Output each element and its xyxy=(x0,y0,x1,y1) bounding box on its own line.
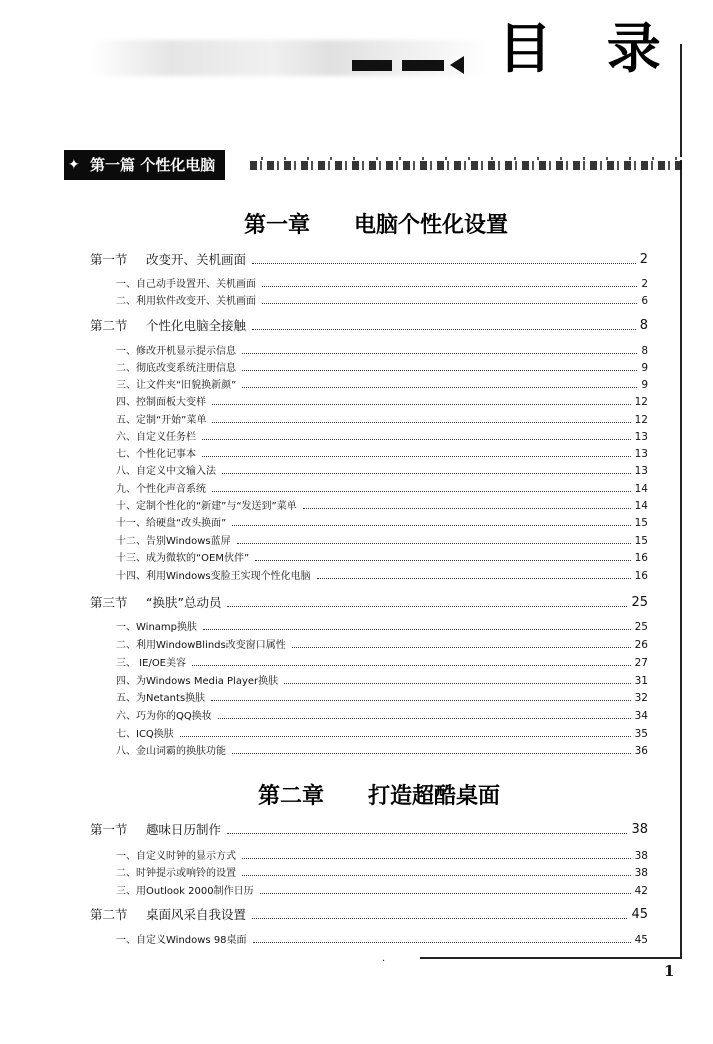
toc-item-row[interactable] xyxy=(116,885,648,898)
page-ref: 38 xyxy=(631,822,648,837)
item-title: 二、利用WindowBlinds改变窗口属性 xyxy=(116,640,286,651)
toc-item-row[interactable] xyxy=(116,934,648,947)
item-title: 三、 IE/OE美容 xyxy=(116,658,187,669)
section-label: 第二节 xyxy=(90,318,128,333)
dot-leader xyxy=(317,578,631,579)
chapter-title: 打造超酷桌面 xyxy=(368,783,501,809)
page-ref: 25 xyxy=(631,595,648,610)
section-title: 个性化电脑全接触 xyxy=(146,318,247,333)
chapter-heading xyxy=(244,208,508,239)
page-ref: 8 xyxy=(639,318,648,333)
page-ref: 14 xyxy=(634,483,648,495)
dot-leader xyxy=(203,629,631,630)
sparkle-icon: ✦ xyxy=(68,157,80,173)
item-title: 十三、成为微软的“OEM伙伴” xyxy=(116,553,250,564)
item-title: 二、利用软件改变开、关机画面 xyxy=(116,296,256,307)
section-label: 第一节 xyxy=(90,822,128,837)
dot-leader xyxy=(180,736,631,737)
section-title: 改变开、关机画面 xyxy=(146,252,247,267)
toc-item-row[interactable] xyxy=(116,517,648,530)
chapter-number: 第一章 xyxy=(244,212,311,238)
page-ref: 13 xyxy=(634,465,648,477)
page-ref: 26 xyxy=(634,639,648,651)
dot-leader xyxy=(253,942,631,943)
item-title: 一、自定义Windows 98桌面 xyxy=(116,935,247,946)
page-ref: 35 xyxy=(634,728,648,740)
dot-leader xyxy=(260,893,631,894)
toc-item-row[interactable] xyxy=(116,483,648,496)
part-banner xyxy=(64,150,225,180)
page-ref: 16 xyxy=(634,570,648,582)
dot-leader xyxy=(212,491,631,492)
dot-leader xyxy=(242,353,637,354)
dot-leader xyxy=(242,387,637,388)
bottom-border-rule xyxy=(420,957,682,959)
page-ref: 13 xyxy=(634,431,648,443)
dot-leader xyxy=(212,404,631,405)
page-ref: 16 xyxy=(634,552,648,564)
toc-section-row[interactable] xyxy=(90,595,648,611)
item-title: 一、自定义时钟的显示方式 xyxy=(116,851,236,862)
item-title: 十、定制个性化的“新建”与“发送到”菜单 xyxy=(116,501,297,512)
dot-leader xyxy=(252,918,627,919)
chapter-heading xyxy=(258,779,500,810)
dot-leader xyxy=(192,665,631,666)
dot-leader xyxy=(242,858,631,859)
toc-item-row[interactable] xyxy=(116,295,648,308)
dot-leader xyxy=(262,303,637,304)
page-title: 目 录 xyxy=(498,16,679,80)
page-ref: 2 xyxy=(639,252,648,267)
dot-leader xyxy=(212,422,630,423)
dot-leader xyxy=(255,560,630,561)
dot-leader xyxy=(262,286,637,287)
dot-leader xyxy=(292,647,631,648)
item-title: 八、自定义中文输入法 xyxy=(116,466,216,477)
item-title: 五、为Netants换肤 xyxy=(116,693,206,704)
section-label: 第三节 xyxy=(90,595,128,610)
toc-item-row[interactable] xyxy=(116,396,648,409)
toc-item-row[interactable] xyxy=(116,657,648,670)
page-ref: 45 xyxy=(634,934,648,946)
toc-item-row[interactable] xyxy=(116,414,648,427)
toc-section-row[interactable] xyxy=(90,907,648,923)
toc-item-row[interactable] xyxy=(116,500,648,513)
section-title: 桌面风采自我设置 xyxy=(146,907,247,922)
page-ref: 14 xyxy=(634,500,648,512)
toc-item-row[interactable] xyxy=(116,692,648,705)
dot-leader xyxy=(303,508,631,509)
chapter-number: 第二章 xyxy=(258,783,325,809)
page-ref: 12 xyxy=(634,414,648,426)
toc-item-row[interactable] xyxy=(116,639,648,652)
item-title: 四、为Windows Media Player换肤 xyxy=(116,676,279,687)
toc-item-row[interactable] xyxy=(116,465,648,478)
page-ref: 12 xyxy=(634,396,648,408)
page-ref: 34 xyxy=(634,710,648,722)
page-ref: 9 xyxy=(641,379,648,391)
dot-leader xyxy=(227,606,627,607)
dot-leader xyxy=(211,700,630,701)
dot-leader xyxy=(227,833,627,834)
item-title: 六、巧为你的QQ换妆 xyxy=(116,711,212,722)
header-bar-block xyxy=(402,60,444,71)
dot-leader xyxy=(252,329,636,330)
item-title: 一、Winamp换肤 xyxy=(116,622,198,633)
page-ref: 32 xyxy=(634,692,648,704)
dot-leader xyxy=(202,456,631,457)
toc-item-row[interactable] xyxy=(116,745,648,758)
page-ref: 8 xyxy=(641,345,648,357)
item-title: 九、个性化声音系统 xyxy=(116,484,206,495)
dot-leader xyxy=(202,439,631,440)
item-title: 七、个性化记事本 xyxy=(116,449,196,460)
decorative-band xyxy=(250,161,682,170)
dot-leader xyxy=(252,263,636,264)
page-ref: 45 xyxy=(631,907,648,922)
toc-item-row[interactable] xyxy=(116,867,648,880)
page-ref: 27 xyxy=(634,657,648,669)
item-title: 十一、给硬盘“改头换面” xyxy=(116,518,227,529)
section-label: 第二节 xyxy=(90,907,128,922)
item-title: 二、彻底改变系统注册信息 xyxy=(116,363,236,374)
toc-item-row[interactable] xyxy=(116,379,648,392)
toc-item-row[interactable] xyxy=(116,362,648,375)
dot-leader xyxy=(242,875,631,876)
dot-leader xyxy=(237,543,631,544)
item-title: 八、金山词霸的换肤功能 xyxy=(116,746,226,757)
dot-leader xyxy=(218,718,631,719)
right-border-rule xyxy=(680,44,682,958)
page-ref: 31 xyxy=(634,675,648,687)
page-ref: 38 xyxy=(634,867,648,879)
toc-item-row[interactable] xyxy=(116,570,648,583)
toc-section-row[interactable] xyxy=(90,318,648,334)
chapter-title: 电脑个性化设置 xyxy=(354,212,509,238)
section-title: “换肤”总动员 xyxy=(146,595,222,610)
page-ref: 36 xyxy=(634,745,648,757)
item-title: 十四、利用Windows变脸王实现个性化电脑 xyxy=(116,571,311,582)
page-ref: 13 xyxy=(634,448,648,460)
toc-item-row[interactable] xyxy=(116,675,648,688)
item-title: 六、自定义任务栏 xyxy=(116,432,196,443)
header-arrow-icon xyxy=(450,56,464,74)
section-title: 趣味日历制作 xyxy=(146,822,222,837)
toc-item-row[interactable] xyxy=(116,728,648,741)
decorative-band-top xyxy=(250,157,682,160)
page-ref: 6 xyxy=(641,295,648,307)
dot-leader xyxy=(242,370,637,371)
toc-item-row[interactable] xyxy=(116,552,648,565)
page-ref: 9 xyxy=(641,362,648,374)
page-ref: 25 xyxy=(634,621,648,633)
toc-item-row[interactable] xyxy=(116,710,648,723)
page-ref: 42 xyxy=(634,885,648,897)
item-title: 一、自己动手设置开、关机画面 xyxy=(116,279,256,290)
toc-item-row[interactable] xyxy=(116,535,648,548)
part-banner-label: 第一篇 个性化电脑 xyxy=(90,156,216,174)
toc-item-row[interactable] xyxy=(116,278,648,291)
page-ref: 38 xyxy=(634,850,648,862)
item-title: 一、修改开机显示提示信息 xyxy=(116,346,236,357)
toc-section-row[interactable] xyxy=(90,252,648,268)
toc-section-row[interactable] xyxy=(90,822,648,838)
page-number: 1 xyxy=(664,962,675,980)
item-title: 三、用Outlook 2000制作日历 xyxy=(116,886,254,897)
page-ref: 2 xyxy=(641,278,648,290)
section-label: 第一节 xyxy=(90,252,128,267)
dot-leader xyxy=(284,683,630,684)
header-bar-block xyxy=(352,60,392,71)
dot-leader xyxy=(222,473,631,474)
toc-item-row[interactable] xyxy=(116,621,648,634)
toc-item-row[interactable] xyxy=(116,345,648,358)
scan-mark: · xyxy=(382,956,386,967)
page-ref: 15 xyxy=(634,535,648,547)
toc-item-row[interactable] xyxy=(116,431,648,444)
item-title: 七、ICQ换肤 xyxy=(116,729,174,740)
item-title: 五、定制“开始”菜单 xyxy=(116,415,207,426)
page-ref: 15 xyxy=(634,517,648,529)
dot-leader xyxy=(232,753,631,754)
item-title: 二、时钟提示或响铃的设置 xyxy=(116,868,236,879)
item-title: 十二、告别Windows蓝屏 xyxy=(116,536,231,547)
item-title: 四、控制面板大变样 xyxy=(116,397,206,408)
toc-item-row[interactable] xyxy=(116,448,648,461)
toc-item-row[interactable] xyxy=(116,850,648,863)
item-title: 三、让文件夹“旧貌换新颜” xyxy=(116,380,237,391)
dot-leader xyxy=(232,525,630,526)
